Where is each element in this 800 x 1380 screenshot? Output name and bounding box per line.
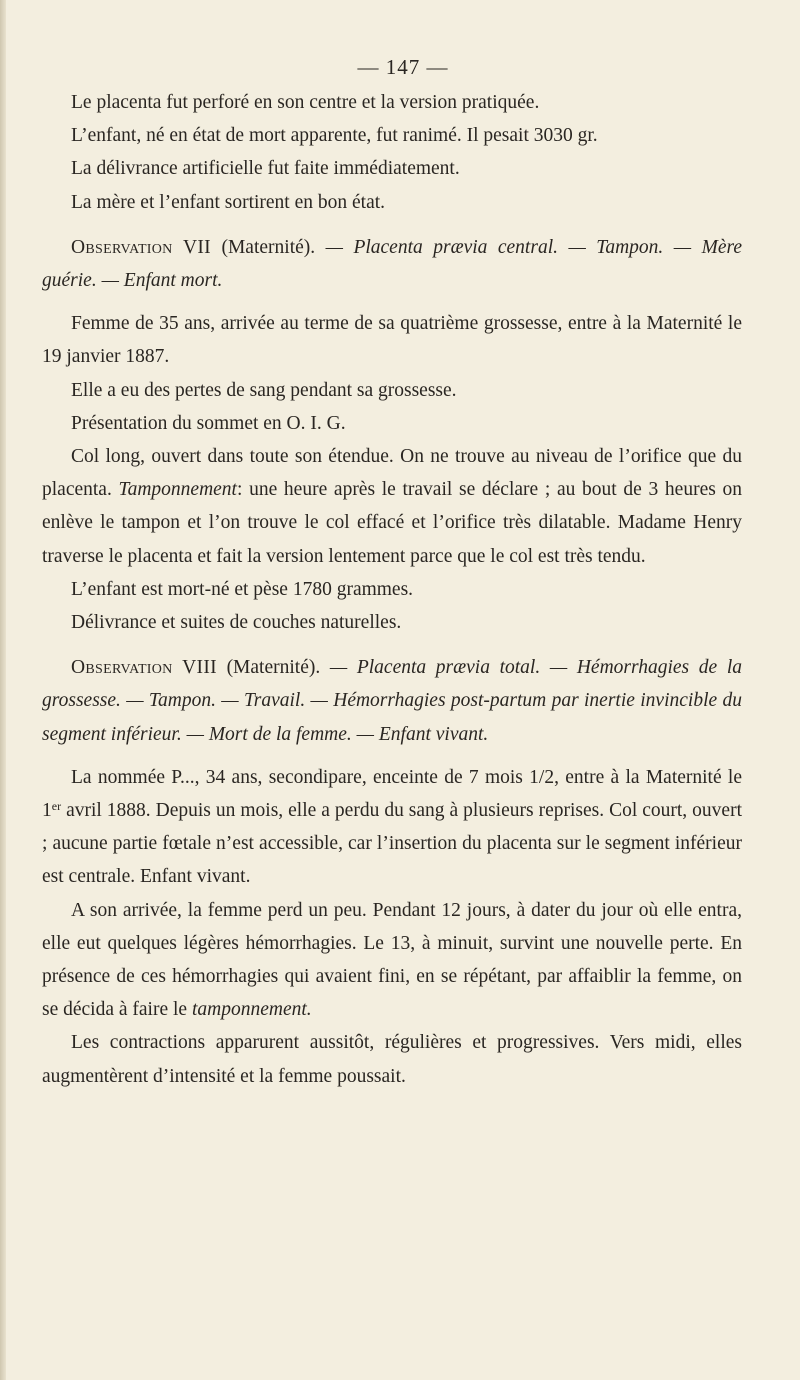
observation-7-paragraph-1: Femme de 35 ans, arrivée au terme de sa quatrième grossesse, entre à la Maternité le 19 janvier 1887. bbox=[42, 313, 742, 368]
observation-7-paragraph-3: Présentation du sommet en O. I. G. bbox=[71, 412, 346, 434]
observation-7-heading bbox=[42, 231, 742, 297]
observation-8-heading bbox=[42, 651, 742, 751]
observation-8-paragraph-3: Les contractions apparurent aussitôt, régulières et progressives. Vers midi, elles augmentèrent d’intensité et la femme poussait. bbox=[42, 1032, 742, 1087]
observation-7-outcome-2: Délivrance et suites de couches naturelles. bbox=[71, 612, 402, 634]
intro-paragraph-3: La délivrance artificielle fut faite immédiatement. bbox=[71, 158, 460, 180]
observation-8 bbox=[42, 651, 742, 1093]
observation-8-p1-end: avril 1888. Depuis un mois, elle a perdu du sang à plusieurs reprises. Col court, ouvert ; aucune partie fœtale n’est accessible, car l’insertion du placenta sur le segment inférieur est centrale. Enfant vivant. bbox=[42, 800, 742, 888]
intro-section bbox=[42, 86, 742, 219]
observation-7-summary: — Placenta prævia central. — Tampon. — Mère guérie. — Enfant mort. bbox=[42, 236, 743, 292]
observation-7 bbox=[42, 231, 742, 639]
observation-8-paragraph-1 bbox=[42, 761, 742, 894]
observation-8-place: (Maternité). bbox=[226, 657, 321, 679]
observation-7-col-term: Tamponnement bbox=[118, 479, 237, 501]
page-number: — 147 — bbox=[357, 55, 449, 79]
observation-7-col-paragraph bbox=[42, 440, 742, 573]
intro-paragraph-1: Le placenta fut perforé en son centre et la version pratiquée. bbox=[71, 92, 540, 113]
observation-8-paragraph-2 bbox=[42, 894, 742, 1027]
observation-7-place: (Maternité). bbox=[221, 236, 316, 258]
observation-7-col-text-start: Col long, ouvert dans toute son étendue. On ne trouve au niveau de l’orifice que du placenta. bbox=[42, 446, 742, 501]
page-edge bbox=[0, 0, 6, 1380]
observation-7-label: Observation VII bbox=[71, 236, 211, 258]
observation-8-p2-start: A son arrivée, la femme perd un peu. Pendant 12 jours, à dater du jour où elle entra, elle eut quelques légères hémorrhagies. Le 13, à minuit, survint une nouvelle perte. En présence de ces hémorrhagies qui avaient fini, en se répétant, par affaiblir la femme, on se décida à faire le bbox=[42, 899, 742, 1021]
observation-8-label: Observation VIII bbox=[71, 657, 217, 679]
observation-8-p1-superscript: er bbox=[51, 799, 62, 814]
intro-paragraph-4: La mère et l’enfant sortirent en bon état. bbox=[71, 191, 386, 213]
observation-8-p2-term: tamponnement. bbox=[191, 999, 312, 1021]
observation-7-paragraph-2: Elle a eu des pertes de sang pendant sa grossesse. bbox=[71, 379, 457, 401]
observation-8-p1-start: La nommée P..., 34 ans, secondipare, enceinte de 7 mois 1/2, entre à la Maternité le 1 bbox=[42, 766, 742, 822]
intro-paragraph-2: L’enfant, né en état de mort apparente, fut ranimé. Il pesait 3030 gr. bbox=[71, 125, 598, 147]
book-page bbox=[42, 52, 742, 1093]
observation-8-summary: — Placenta prævia total. — Hémorrhagies de la grossesse. — Tampon. — Travail. — Hémorrhagies post-partum par inertie invincible du segment inférieur. — Mort de la femme. — Enfant vivant. bbox=[42, 657, 742, 745]
observation-7-col-text-end: : une heure après le travail se déclare ; au bout de 3 heures on enlève le tampon et l’on trouve le col effacé et l’orifice très dilatable. Madame Henry traverse le placenta et fait la version lentement parce que le col est très tendu. bbox=[42, 479, 742, 567]
observation-7-outcome-1: L’enfant est mort-né et pèse 1780 grammes. bbox=[71, 578, 414, 600]
